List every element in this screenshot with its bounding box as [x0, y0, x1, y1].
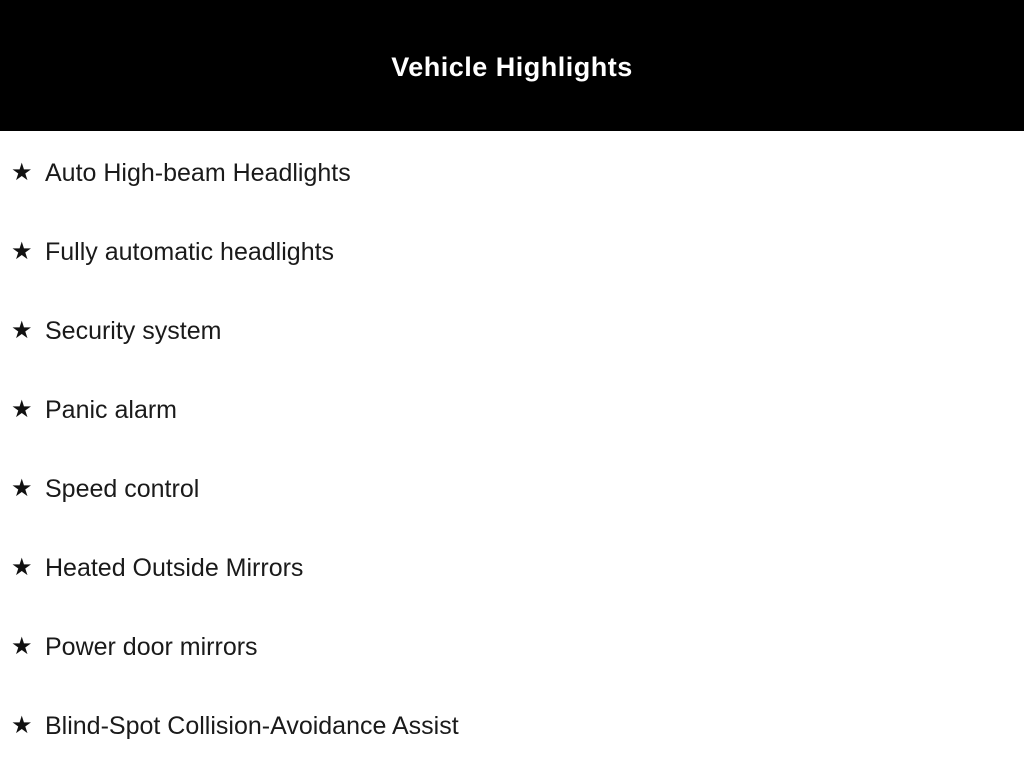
- feature-label: Auto High-beam Headlights: [45, 158, 351, 187]
- feature-label: Speed control: [45, 474, 200, 503]
- list-item: [0, 449, 1024, 528]
- star-bullet-icon: ★: [11, 237, 33, 265]
- list-item: [0, 133, 1024, 212]
- feature-label: Power door mirrors: [45, 632, 258, 661]
- list-item: [0, 607, 1024, 686]
- feature-label: Fully automatic headlights: [45, 237, 335, 266]
- star-bullet-icon: ★: [11, 711, 33, 739]
- list-item: [0, 528, 1024, 607]
- page-title: Vehicle Highlights: [391, 52, 633, 82]
- list-item: [0, 291, 1024, 370]
- feature-label: Panic alarm: [45, 395, 177, 424]
- list-item: [0, 370, 1024, 449]
- list-item: [0, 686, 1024, 765]
- title-bar: [0, 0, 1024, 131]
- star-bullet-icon: ★: [11, 158, 33, 186]
- feature-label: Security system: [45, 316, 222, 345]
- feature-list: [0, 131, 1024, 768]
- feature-label: Blind-Spot Collision-Avoidance Assist: [45, 711, 459, 740]
- star-bullet-icon: ★: [11, 553, 33, 581]
- star-bullet-icon: ★: [11, 395, 33, 423]
- star-bullet-icon: ★: [11, 316, 33, 344]
- list-item: [0, 212, 1024, 291]
- feature-label: Heated Outside Mirrors: [45, 553, 304, 582]
- star-bullet-icon: ★: [11, 474, 33, 502]
- star-bullet-icon: ★: [11, 632, 33, 660]
